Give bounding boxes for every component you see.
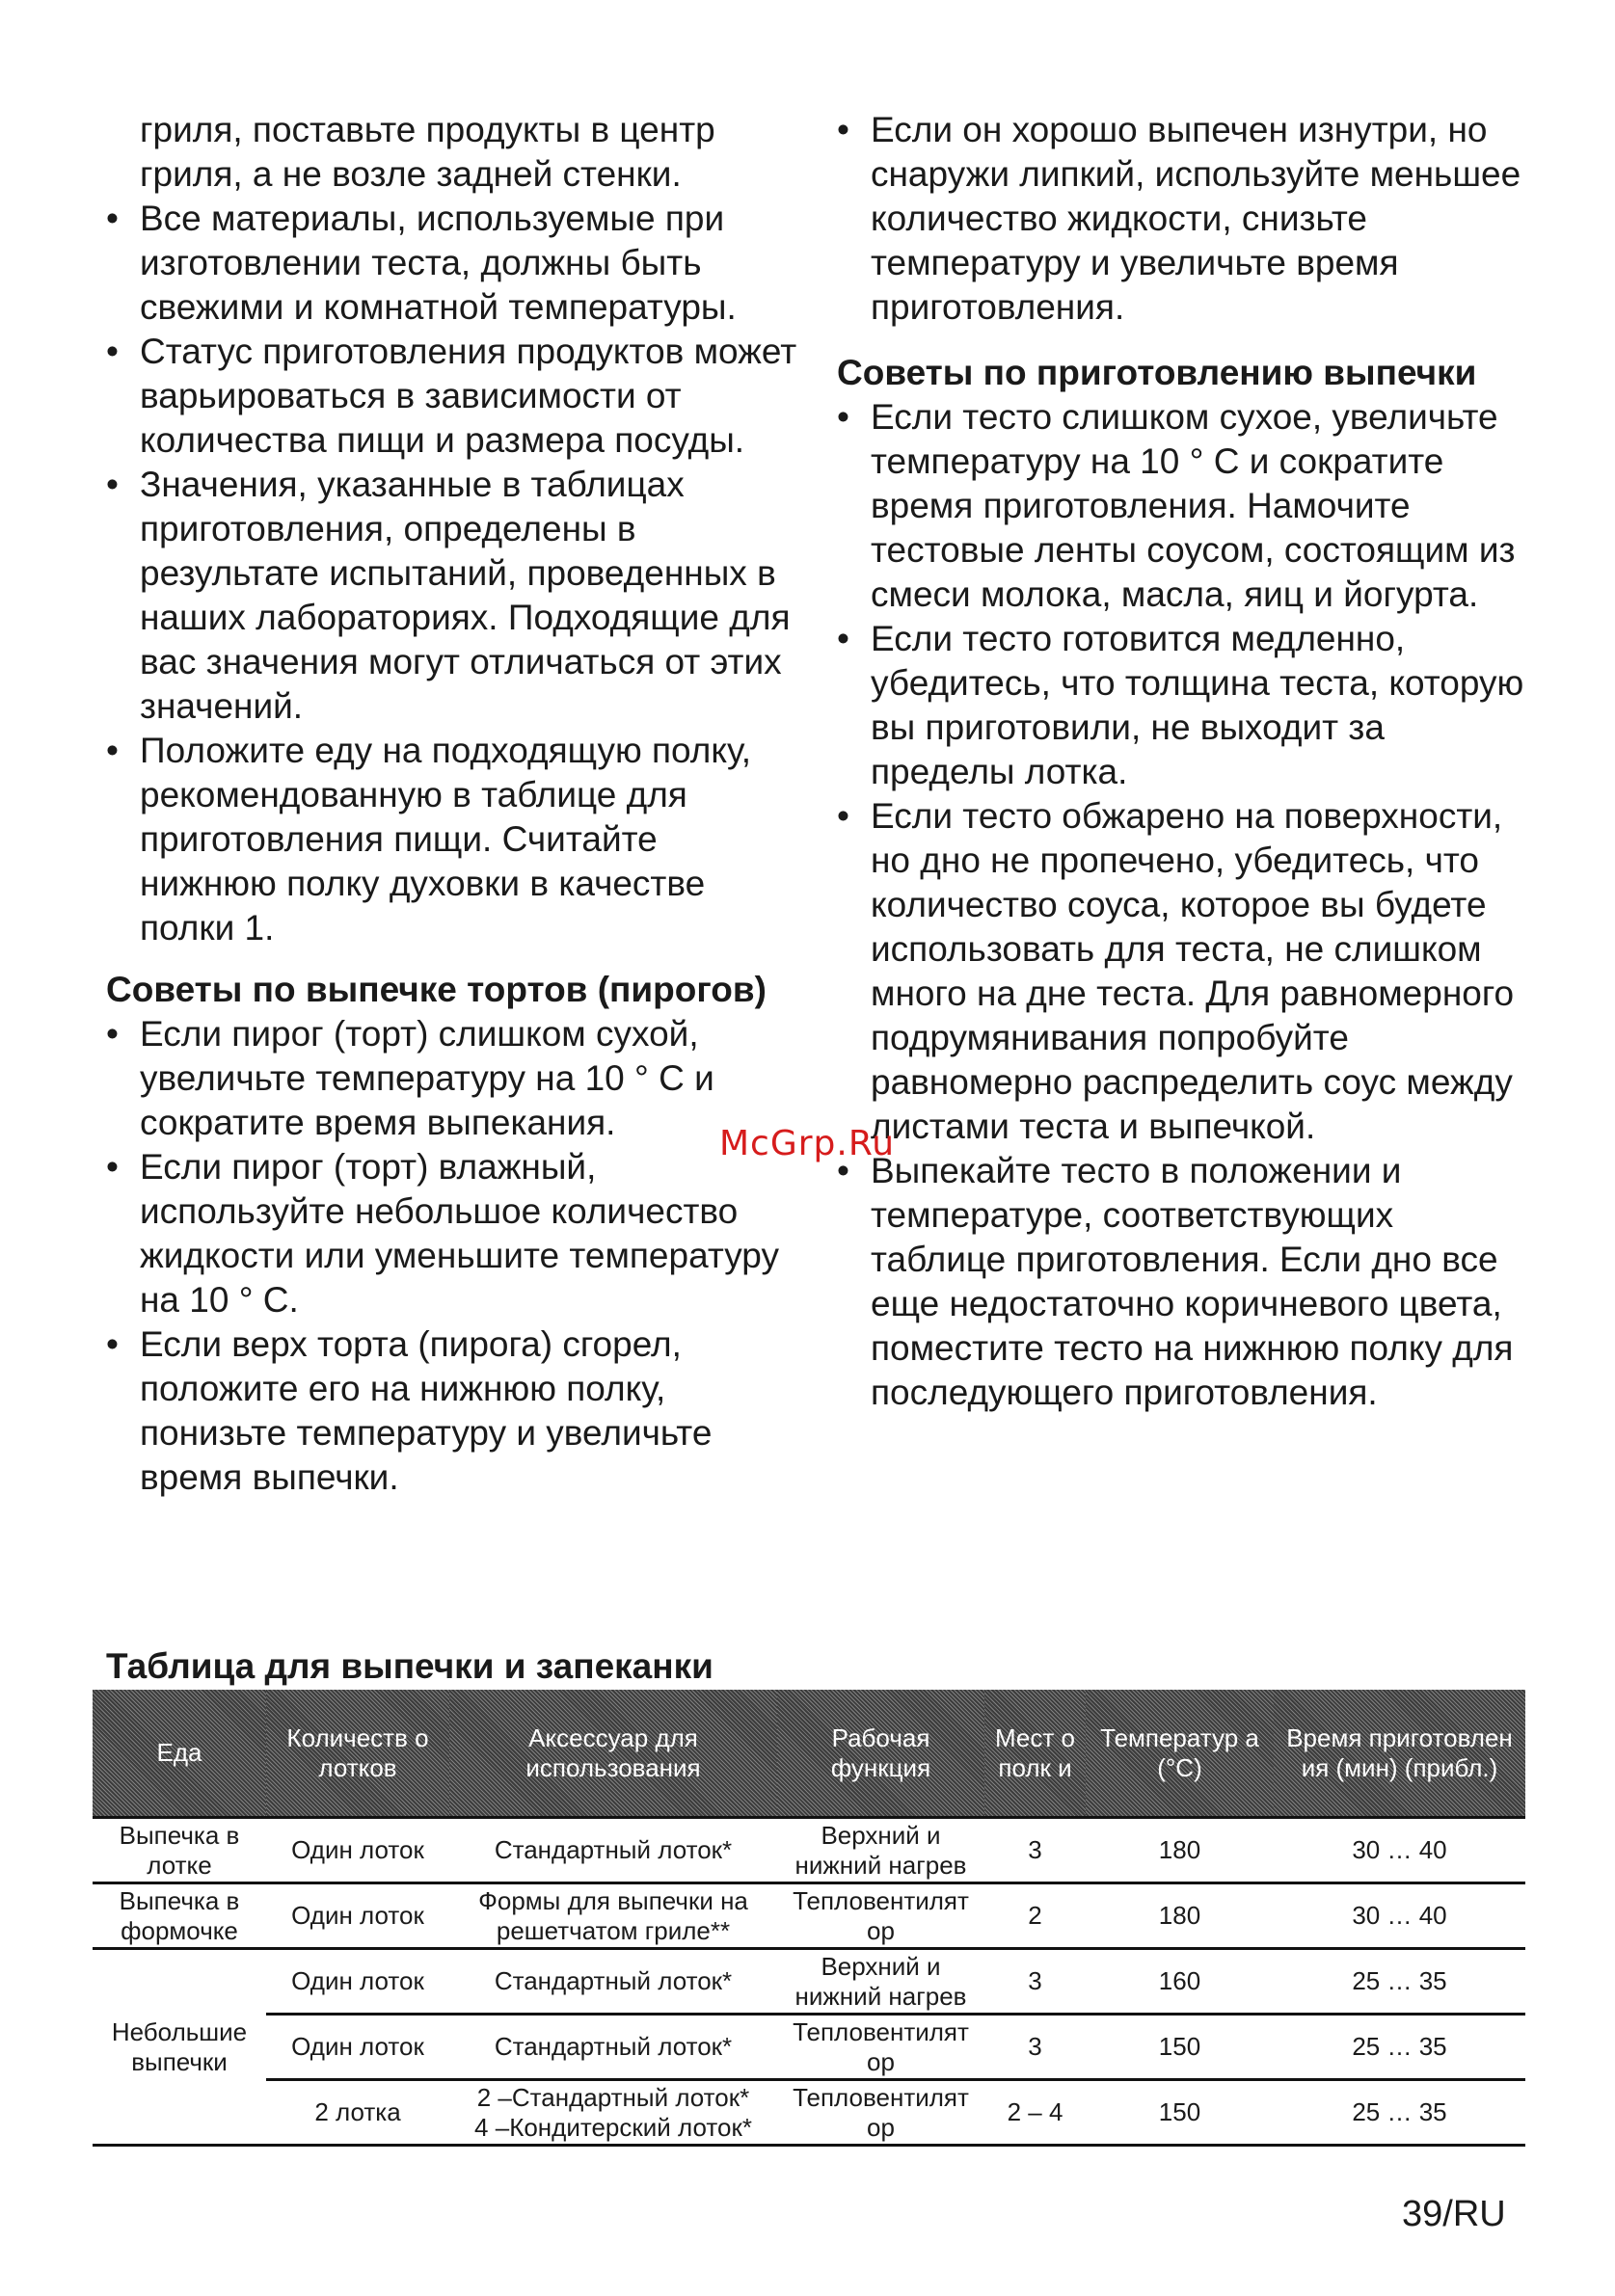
list-item: • Если пирог (торт) слишком сухой, увеличьте температуру на 10 ° C и сократите время выпекания. [106,1012,800,1145]
table-row [93,2015,1525,2080]
cell-trays: Один лоток [266,1883,449,1949]
cell-trays: Один лоток [266,2015,449,2080]
cell-function: Тепловентилят ор [777,2015,984,2080]
intro-continuation: гриля, поставьте продукты в центр гриля, а не возле задней стенки. [140,110,715,194]
left-column [106,108,800,1500]
cell-temperature: 160 [1086,1949,1274,2015]
cell-accessory: Стандартный лоток* [449,1818,777,1883]
cell-trays: 2 лотка [266,2080,449,2146]
list-item: • Положите еду на подходящую полку, рекомендованную в таблице для приготовления пищи. Считайте нижнюю полку духовки в качестве полки 1. [106,729,800,950]
cell-food: Выпечка в лотке [93,1818,266,1883]
pastry-tips-list [837,395,1531,1415]
cell-food: Небольшие выпечки [93,1949,266,2146]
cell-trays: Один лоток [266,1949,449,2015]
list-item: • Если тесто обжарено на поверхности, но дно не пропечено, убедитесь, что количество соуса, которое вы будете использовать для теста, не слишком много на дне теста. Для равномерного подрумянивания попробуйте равномерно распределить соус между листами теста и выпечкой. [837,794,1531,1149]
header-temperature: Температур а (°C) [1086,1690,1274,1818]
table-row [93,1883,1525,1949]
list-item: • Выпекайте тесто в положении и температуре, соответствующих таблице приготовления. Если дно все еще недостаточно коричневого цвета, поместите тесто на нижнюю полку для последующего приготовления. [837,1149,1531,1415]
header-time: Время приготовлен ия (мин) (прибл.) [1274,1690,1525,1818]
header-trays: Количеств о лотков [266,1690,449,1818]
list-item: • Если он хорошо выпечен изнутри, но снаружи липкий, используйте меньшее количество жидкости, снизьте температуру и увеличьте время приготовления. [837,108,1531,330]
cell-trays: Один лоток [266,1818,449,1883]
list-item: • Все материалы, используемые при изготовлении теста, должны быть свежими и комнатной температуры. [106,197,800,330]
table-row [93,2080,1525,2146]
table-title: Таблица для выпечки и запеканки [106,1646,713,1686]
cell-accessory: Стандартный лоток* [449,2015,777,2080]
cell-function: Верхний и нижний нагрев [777,1818,984,1883]
list-item: • Если тесто готовится медленно, убедитесь, что толщина теста, которую вы приготовили, не выходит за пределы лотка. [837,617,1531,794]
list-item: • Статус приготовления продуктов может варьироваться в зависимости от количества пищи и размера посуды. [106,330,800,463]
cell-shelf: 2 – 4 [984,2080,1086,2146]
cell-temperature: 150 [1086,2080,1274,2146]
general-tips-list [106,197,800,950]
accessory-line: 4 –Кондитерский лоток* [474,2112,752,2142]
cell-temperature: 150 [1086,2015,1274,2080]
continued-tips-list [837,108,1531,330]
cell-shelf: 3 [984,1949,1086,2015]
cell-function: Тепловентилят ор [777,2080,984,2146]
cell-accessory: Стандартный лоток* [449,1949,777,2015]
cell-temperature: 180 [1086,1883,1274,1949]
cake-tips-heading: Советы по выпечке тортов (пирогов) [106,970,767,1009]
header-accessory: Аксессуар для использования [449,1690,777,1818]
cell-time: 25 … 35 [1274,2015,1525,2080]
cell-shelf: 3 [984,1818,1086,1883]
table-row [93,1949,1525,2015]
accessory-line: 2 –Стандартный лоток* [476,2082,750,2112]
header-shelf: Мест о полк и [984,1690,1086,1818]
page-number: 39/RU [1402,2194,1506,2234]
baking-table [93,1690,1525,2147]
list-item: • Если верх торта (пирога) сгорел, положите его на нижнюю полку, понизьте температуру и увеличьте время выпечки. [106,1322,800,1500]
cell-time: 25 … 35 [1274,2080,1525,2146]
table-header-row [93,1690,1525,1818]
table-row [93,1818,1525,1883]
watermark: McGrp.Ru [719,1124,896,1163]
cell-shelf: 2 [984,1883,1086,1949]
cell-time: 30 … 40 [1274,1883,1525,1949]
cell-shelf: 3 [984,2015,1086,2080]
cell-function: Верхний и нижний нагрев [777,1949,984,2015]
cell-accessory [449,2080,777,2146]
cell-temperature: 180 [1086,1818,1274,1883]
header-function: Рабочая функция [777,1690,984,1818]
cell-time: 30 … 40 [1274,1818,1525,1883]
list-item: • Если пирог (торт) влажный, используйте небольшое количество жидкости или уменьшите температуру на 10 ° C. [106,1145,800,1322]
cell-accessory: Формы для выпечки на решетчатом гриле** [449,1883,777,1949]
header-food: Еда [93,1690,266,1818]
list-item: • Значения, указанные в таблицах приготовления, определены в результате испытаний, проведенных в наших лабораториях. Подходящие для вас значения могут отличаться от этих значений. [106,463,800,729]
cell-food: Выпечка в формочке [93,1883,266,1949]
right-column [837,108,1531,1415]
list-item: • Если тесто слишком сухое, увеличьте температуру на 10 ° C и сократите время приготовления. Намочите тестовые ленты соусом, состоящим из смеси молока, масла, яиц и йогурта. [837,395,1531,617]
cake-tips-list [106,1012,800,1500]
pastry-tips-heading: Советы по приготовлению выпечки [837,353,1477,392]
cell-function: Тепловентилят ор [777,1883,984,1949]
cell-time: 25 … 35 [1274,1949,1525,2015]
